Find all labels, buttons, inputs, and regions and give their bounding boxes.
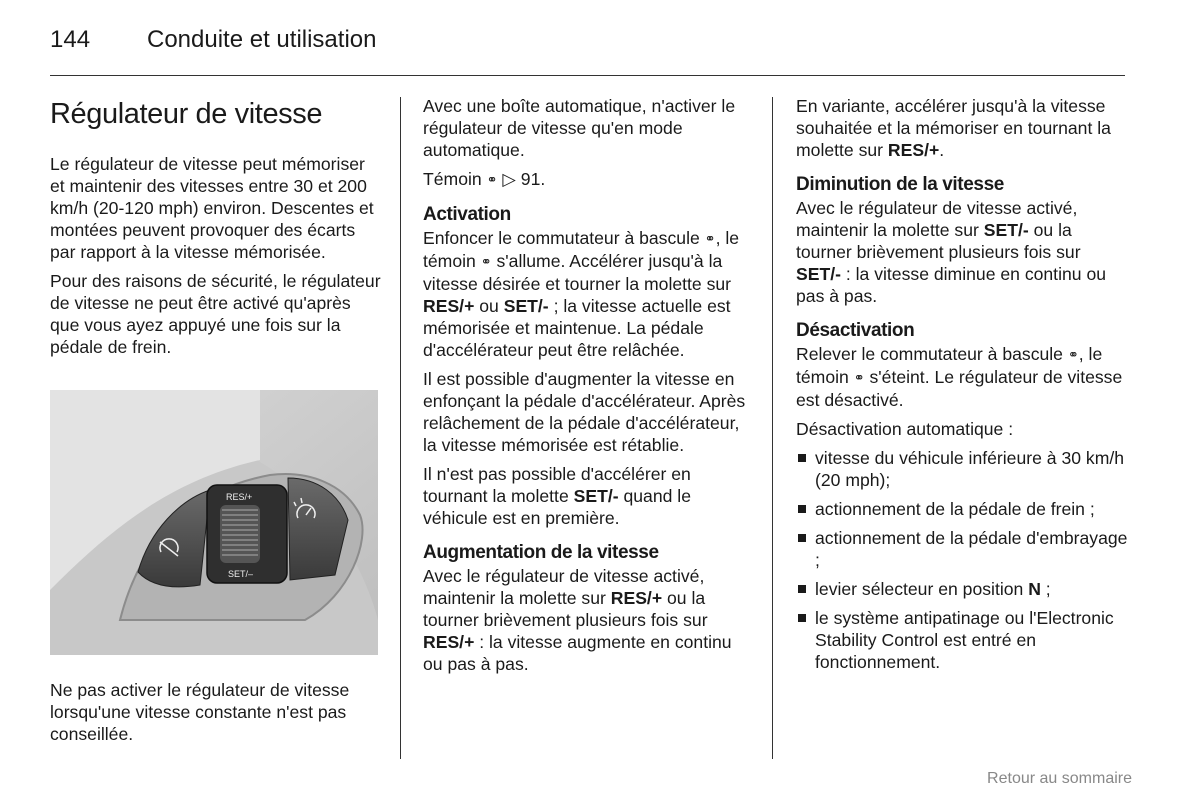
deactivation-text-3: s'éteint. Le régulateur de vitesse est désactivé. [796,367,1123,410]
res-plus-label: RES/+ [226,492,253,502]
intro-paragraph: Le régulateur de vitesse peut mémoriser et maintenir des vitesses entre 30 et 200 km/h (20-120 mph) environ. Descentes et montées peuvent provoquer des écarts par rapport à la vitesse mémorisée. [50,154,374,262]
or-word: ou [479,296,499,316]
cruise-control-icon: ⚭ [486,172,498,187]
column-divider-2 [772,97,773,759]
deactivation-text-1: Relever le commutateur à bascule [796,344,1063,364]
first-gear-paragraph [423,463,755,529]
first-gear-text-1: Il n'est pas possible d'accélérer en tournant la molette [423,464,691,506]
safety-paragraph: Pour des raisons de sécurité, le régulateur de vitesse ne peut être activé qu'après que vous ayez appuyé une fois sur la pédale de frein. [50,271,381,357]
cruise-control-icon: ⚭ [1067,347,1079,362]
res-plus-term: RES/+ [423,632,475,652]
decrease-text-2: ou la tourner brièvement plusieurs fois sur [796,220,1081,262]
page-number: 144 [50,26,91,53]
alternative-end: . [939,140,945,160]
deactivation-text-2: , le témoin [796,344,1103,387]
set-minus-term: SET/- [573,486,619,506]
res-plus-term: RES/+ [887,140,940,160]
page-reference-arrow-icon: ▷ [502,169,516,189]
warning-paragraph: Ne pas activer le régulateur de vitesse lorsqu'une vitesse constante n'est pas conseillée. [50,680,350,744]
decrease-paragraph [796,197,1128,307]
header-rule [50,75,1125,76]
increase-text-1: Avec le régulateur de vitesse activé, maintenir la molette sur [423,566,705,608]
column-3 [796,95,1128,680]
list-item: vitesse du véhicule inférieure à 30 km/h (20 mph); [796,447,1128,491]
cruise-control-icon: ⚭ [480,254,492,269]
chapter-title: Conduite et utilisation [147,26,377,53]
page-reference[interactable]: 91. [520,169,546,189]
automatic-gearbox-paragraph: Avec une boîte automatique, n'activer le régulateur de vitesse qu'en mode automatique. [423,96,736,160]
increase-paragraph [423,565,755,675]
activation-paragraph [423,227,755,361]
activation-text-1: Enfoncer le commutateur à bascule [423,228,700,248]
increase-text-2: ou la tourner brièvement plusieurs fois sur [423,588,708,630]
temoin-label: Témoin [423,169,482,189]
set-minus-term: SET/- [796,264,841,284]
res-plus-term: RES/+ [423,296,475,316]
set-minus-label: SET/– [228,569,254,579]
column-1 [50,95,382,365]
section-heading: Régulateur de vitesse [50,98,323,130]
set-minus-term: SET/- [503,296,549,316]
column-divider-1 [400,97,401,759]
activation-text-2: , le témoin [423,228,740,271]
increase-by-pedal-paragraph: Il est possible d'augmenter la vitesse en enfonçant la pédale d'accélérateur. Après relâchement de la pédale d'accélérateur, la vitesse mémorisée est rétablie. [423,369,746,455]
activation-text-3: s'allume. Accélérer jusqu'à la vitesse désirée et tourner la molette sur [423,251,732,294]
alternative-text: En variante, accélérer jusqu'à la vitesse souhaitée et la mémoriser en tournant la molette sur [796,96,1111,160]
list-item-text: levier sélecteur en position [815,579,1029,599]
list-item-end: ; [1040,579,1051,599]
indicator-reference [423,168,755,191]
warning-paragraph-block [50,679,382,752]
deactivation-heading: Désactivation [796,320,915,341]
alternative-paragraph [796,95,1128,161]
back-to-contents-link[interactable]: Retour au sommaire [987,770,1132,787]
deactivation-paragraph [796,343,1128,411]
increase-heading: Augmentation de la vitesse [423,542,659,563]
activation-heading: Activation [423,204,511,225]
column-2 [423,95,755,682]
res-plus-term: RES/+ [610,588,663,608]
decrease-text-3: : la vitesse diminue en continu ou pas à pas. [796,264,1107,306]
list-item: actionnement de la pédale d'embrayage ; [796,527,1128,571]
cruise-control-icon: ⚭ [853,370,865,385]
steering-wheel-controls-illustration [50,390,378,655]
activation-text-4: ; la vitesse actuelle est mémorisée et maintenue. La pédale d'accélérateur peut être relâchée. [423,296,731,360]
decrease-text-1: Avec le régulateur de vitesse activé, maintenir la molette sur [796,198,1078,240]
list-item [796,578,1128,600]
decrease-heading: Diminution de la vitesse [796,174,1004,195]
list-item: le système antipatinage ou l'Electronic Stability Control est entré en fonctionnement. [796,607,1128,673]
increase-text-3: : la vitesse augmente en continu ou pas à pas. [423,632,732,674]
auto-deactivation-label: Désactivation automatique : [796,419,1014,439]
list-item: actionnement de la pédale de frein ; [796,498,1128,520]
set-minus-term: SET/- [983,220,1029,240]
cruise-control-icon: ⚭ [704,231,716,246]
first-gear-text-2: quand le véhicule est en première. [423,486,691,528]
gear-n-term: N [1028,579,1041,599]
